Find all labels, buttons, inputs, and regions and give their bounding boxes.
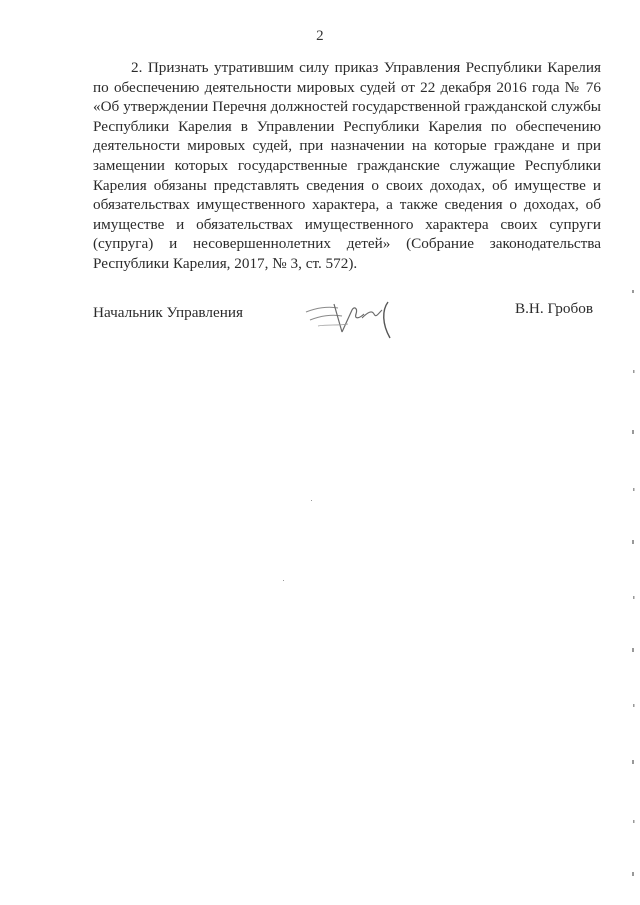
page-number: 2 — [316, 28, 324, 44]
body-paragraph: 2. Признать утратившим силу приказ Управления Республики Карелия по обеспечению деятельности мировых судей от 22 декабря 2016 года № 76 «Об утверждении Перечня должностей государственной гражданской службы Республики Карелия в Управлении Республики Карелия по обеспечению деятельности мировых судей, при назначении на которые граждане и при замещении которых государственные гражданские служащие Республики Карелия обязаны представлять сведения о своих доходах, об имуществе и обязательствах имущественного характера, а также сведения о доходах, об имуществе и обязательствах имущественного характера своих супруги (супруга) и несовершеннолетних детей» (Собрание законодательства Республики Карелия, 2017, № 3, ст. 572). — [93, 59, 601, 272]
handwritten-signature — [298, 294, 408, 342]
signer-name: В.Н. Гробов — [515, 300, 593, 317]
signer-title: Начальник Управления — [93, 304, 243, 321]
signature-block — [93, 300, 601, 346]
